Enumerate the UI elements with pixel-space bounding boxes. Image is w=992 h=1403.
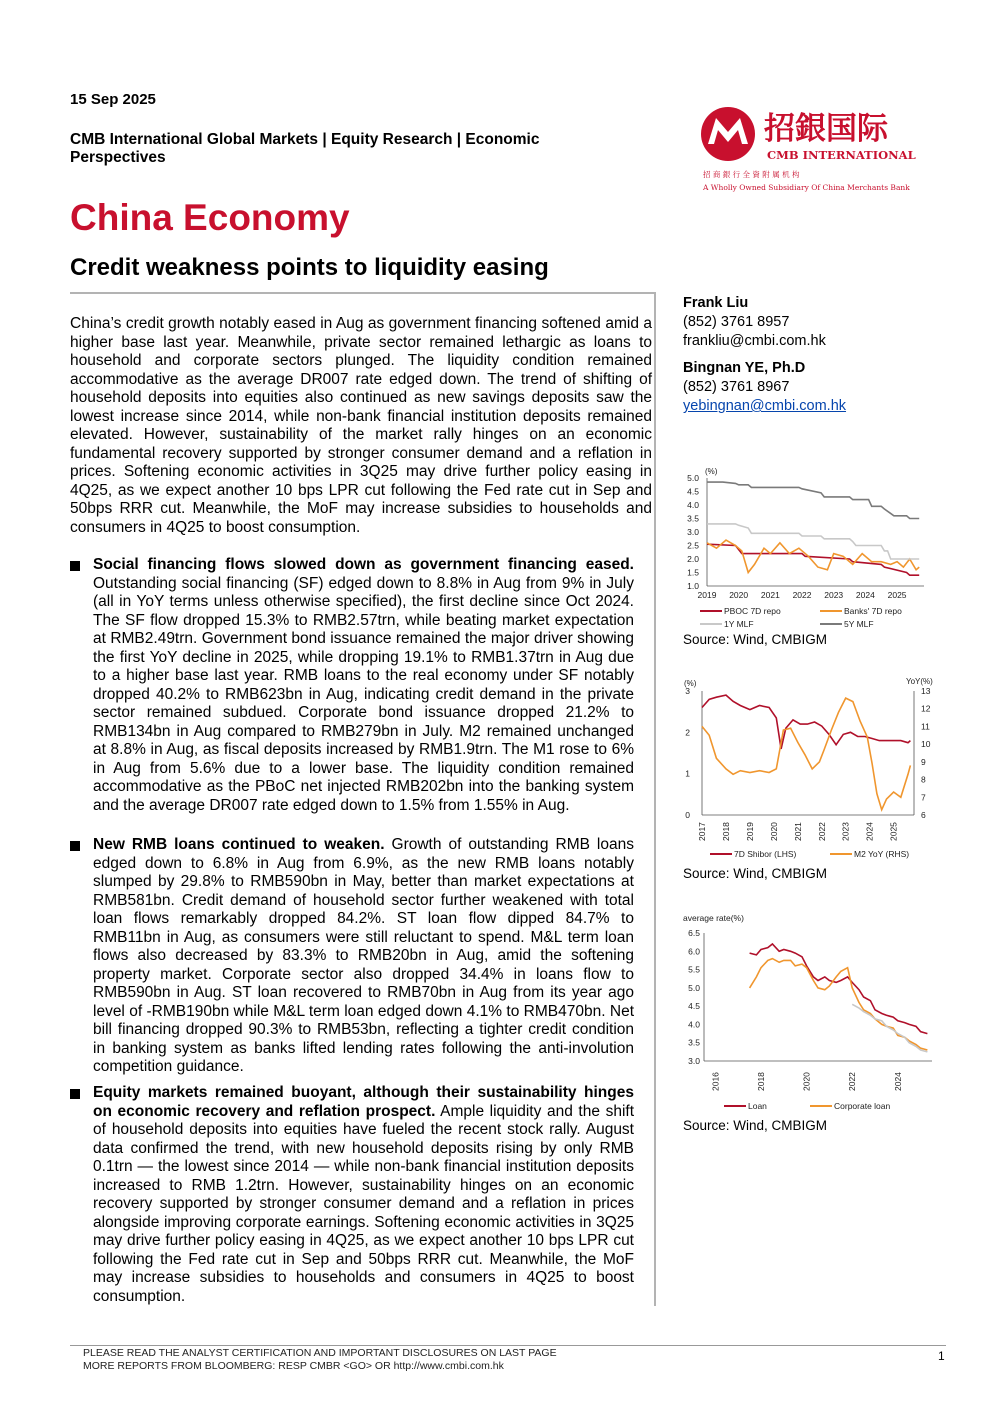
title-divider (70, 292, 655, 294)
analyst-phone: (852) 3761 8957 (683, 314, 790, 330)
x-tick-label: 2021 (760, 590, 780, 600)
x-tick-label: 2017 (697, 822, 707, 841)
bullet-equity-markets (93, 1084, 634, 1306)
lending-rates-chart (680, 909, 930, 1117)
logo-en-tagline: A Wholly Owned Subsidiary Of China Merchants Bank (703, 183, 910, 192)
column-divider (654, 292, 656, 1306)
footer-bloomberg: MORE REPORTS FROM BLOOMBERG: RESP CMBR <GO> OR http://www.cmbi.com.hk (83, 1360, 504, 1372)
y-tick-label: 1.5 (687, 567, 699, 578)
x-tick-label: 2020 (729, 590, 749, 600)
x-tick-label: 2019 (744, 822, 755, 841)
series-line-m2 (702, 698, 910, 810)
policy-rates-chart (680, 462, 930, 634)
bullet-rmb-loans (93, 836, 634, 1077)
x-tick-label: 2024 (892, 1072, 903, 1091)
y-left-tick-label: 3 (685, 686, 690, 696)
legend-label: Corporate loan (834, 1101, 891, 1111)
footer-divider (70, 1345, 946, 1346)
y-tick-label: 2.5 (687, 540, 699, 551)
chart-unit-label: (%) (705, 467, 718, 476)
chart-source: Source: Wind, CMBIGM (683, 1118, 828, 1133)
bullet-heading: Equity markets remained buoyant, although their sustainability hinges on economic recovery and reflation prospect. (93, 1084, 634, 1120)
y-tick-label: 4.0 (688, 1019, 700, 1030)
x-tick-label: 2024 (864, 822, 875, 841)
series-line-shibor (702, 695, 910, 749)
analyst-card (683, 359, 846, 416)
y-tick-label: 3.0 (687, 527, 699, 537)
y-left-tick-label: 0 (685, 810, 690, 820)
legend-label: 7D Shibor (LHS) (734, 849, 797, 859)
y-tick-label: 4.5 (688, 1001, 700, 1012)
firm-line: CMB International Global Markets | Equity Research | Economic Perspectives (70, 131, 540, 166)
series-line-2 (750, 959, 928, 1050)
x-tick-label: 2025 (888, 822, 899, 841)
analyst-email-link[interactable]: yebingnan@cmbi.com.hk (683, 398, 847, 414)
x-tick-label: 2018 (756, 1072, 766, 1091)
y-tick-label: 6.0 (688, 946, 700, 957)
y-tick-label: 1.0 (687, 581, 699, 591)
cmbi-logo (700, 102, 922, 194)
logo-en-name: CMB INTERNATIONAL (767, 148, 916, 162)
footer (83, 1347, 557, 1373)
bullet-body: Ample liquidity and the shift of household deposits into equities have fueled the recent stock rally. August data confirmed the trend, with new household deposits rising by only RMB 0.1trn — the lowest since 2014 — while non-bank financial institution deposits increased to RMB 1.2trn. However, sustainability hinges on an economic recovery supported by stronger consumer demand and a reflation in prices alongside improving corporate earnings. Softening economic activities in 3Q25 may drive further policy easing in 4Q25, as we expect another 10 bps LPR cut following the Fed rate cut in Sep and 50bps RRR cut. Meanwhile, the MoF may increase subsidies to households and consumers in 4Q25 to boost consumption. (93, 1102, 634, 1305)
bullet-marker (70, 561, 80, 571)
y-tick-label: 5.5 (688, 964, 700, 975)
chart-unit-label: average rate(%) (683, 913, 744, 923)
legend-label: 5Y MLF (844, 619, 874, 629)
chart-source: Source: Wind, CMBIGM (683, 632, 828, 647)
x-tick-label: 2019 (697, 590, 717, 600)
x-tick-label: 2022 (847, 1072, 858, 1091)
x-tick-label: 2018 (720, 822, 731, 841)
cmbi-logo-mark (700, 102, 922, 194)
y-right-tick-label: 7 (921, 792, 926, 803)
y-tick-label: 3.0 (688, 1056, 700, 1066)
footer-disclosure: PLEASE READ THE ANALYST CERTIFICATION AND IMPORTANT DISCLOSURES ON LAST PAGE (83, 1347, 557, 1359)
y-left-tick-label: 1 (685, 768, 690, 779)
chart-rhs-label: YoY(%) (906, 677, 933, 686)
bullet-body: Growth of outstanding RMB loans edged down to 6.8% in Aug from 6.9%, as the new RMB loans notably slumped by 29.8% to RMB590bn in May, better than market expectations at RMB581bn. Credit demand of household sector further weakened with total loan flows remarkably dropped 84.2%. ST loan flow dipped 84.7% to RMB11bn in Aug, as consumers were still reluctant to spend. M&L term loan flows also decreased by 83.3% to RMB20bn in Aug, amid the softening property market. Corporate sector also dropped 34.4% in loans flow to RMB590bn in Aug. ST loan recovered to RMB70bn in Aug from its year ago level of -RMB190bn while M&L term loan edged down 4.1% to RMB470bn. Net bill financing dropped 90.3% to RMB53bn, reflecting a tighter credit condition in banking system as banks lifted lending rates following the anti-involution competition guidance. (93, 836, 634, 1075)
legend-label: Banks' 7D repo (844, 606, 902, 616)
y-right-tick-label: 9 (921, 756, 926, 767)
chart-lhs-label: (%) (684, 679, 697, 688)
series-line-4 (707, 482, 919, 518)
report-title: China Economy (70, 197, 350, 238)
intro-paragraph: China’s credit growth notably eased in Aug as government financing softened amid a higher base last year. Meanwhile, private sector remained lethargic as loans to household and corporate sectors plunged. The liquidity condition remained accommodative as the average DR007 rate edged down. The trend of shifting of household deposits into equities also continued as new savings deposits saw the lowest increase since 2014, while non-bank financial institution deposits remained elevated. However, sustainability of the market rally hinges on an economic fundamental recovery supported by stronger consumer demand and a reflation in prices. Softening economic activities in 3Q25 may drive further policy easing in 4Q25, as we expect another 10 bps LPR cut following the Fed rate cut in Sep and 50bps RRR cut. Meanwhile, the MoF may increase subsidies to households and consumers in 4Q25 to boost consumption. (70, 315, 652, 536)
y-tick-label: 4.5 (687, 486, 699, 497)
y-tick-label: 6.5 (688, 928, 700, 938)
y-right-tick-label: 6 (921, 810, 926, 820)
x-tick-label: 2022 (792, 590, 812, 600)
legend-label: M2 YoY (RHS) (854, 849, 910, 859)
bullet-heading: Social financing flows slowed down as government financing eased. (93, 556, 634, 573)
x-tick-label: 2023 (840, 822, 851, 841)
y-tick-label: 5.0 (688, 982, 700, 993)
y-left-tick-label: 2 (685, 727, 690, 738)
y-tick-label: 3.5 (688, 1037, 700, 1048)
bullet-heading: New RMB loans continued to weaken. (93, 836, 385, 853)
analyst-card (683, 294, 826, 351)
x-tick-label: 2016 (710, 1072, 721, 1091)
series-line-1 (750, 944, 928, 1034)
y-right-tick-label: 12 (921, 703, 931, 714)
x-tick-label: 2023 (824, 590, 844, 600)
y-right-tick-label: 13 (921, 686, 931, 696)
y-right-tick-label: 8 (921, 774, 926, 785)
x-tick-label: 2020 (801, 1072, 812, 1091)
page-number: 1 (938, 1349, 945, 1363)
x-tick-label: 2020 (768, 822, 779, 841)
legend-label: PBOC 7D repo (724, 606, 781, 616)
legend-label: 1Y MLF (724, 619, 754, 629)
x-tick-label: 2021 (792, 822, 803, 841)
y-right-tick-label: 11 (921, 721, 930, 732)
analyst-name: Frank Liu (683, 295, 749, 311)
bullet-body: Outstanding social financing (SF) edged down to 8.8% in Aug from 9% in July (all in YoY terms unless otherwise specified), the first decline since Oct 2024. The SF flow dropped 15.3% to RMB2.57trn, while beating market expectation at RMB2.49trn. Government bond issuance remained the major driver showing the first YoY decline in 2025, while dropping 19.1% to RMB1.37trn in Aug due to a higher base last year. RMB loans to the real economy under SF notably dropped 40.2% to RMB623bn in Aug, indicating credit demand in the private sector remained subdued. Corporate bond issuance dropped 21.2% to RMB134bn in Aug compared to RMB279bn in July. M2 remained unchanged at 8.8% in Aug, as fiscal deposits increased by RMB1.9trn. The M1 rose to 6% in Aug from 5.6% due to a lower base. The liquidity condition remained accommodative as the PBoC net injected RMB202bn into the banking system and the average DR007 rate edged down to 1.5% from 1.55% in Aug. (93, 574, 634, 814)
bullet-marker (70, 1089, 80, 1099)
y-right-tick-label: 10 (921, 739, 931, 750)
y-tick-label: 4.0 (687, 500, 699, 510)
logo-cn-tagline: 招 商 銀 行 全 資 附 属 机 构 (703, 170, 800, 179)
series-line-3 (707, 524, 919, 559)
analyst-phone: (852) 3761 8967 (683, 379, 790, 395)
y-tick-label: 5.0 (687, 473, 699, 483)
x-tick-label: 2025 (887, 590, 907, 600)
bullet-marker (70, 841, 80, 851)
y-tick-label: 2.0 (687, 554, 699, 564)
logo-cn-name: 招銀国际 (764, 111, 888, 147)
analyst-name: Bingnan YE, Ph.D (683, 360, 806, 376)
x-tick-label: 2024 (855, 590, 875, 600)
chart-source: Source: Wind, CMBIGM (683, 866, 828, 881)
x-tick-label: 2022 (816, 822, 827, 841)
bullet-social-financing (93, 556, 634, 815)
y-tick-label: 3.5 (687, 513, 699, 524)
shibor-m2-chart (680, 674, 933, 864)
report-date: 15 Sep 2025 (70, 91, 156, 108)
legend-label: Loan (748, 1101, 767, 1111)
report-subtitle: Credit weakness points to liquidity easing (70, 254, 549, 281)
analyst-email[interactable]: frankliu@cmbi.com.hk (683, 333, 826, 349)
